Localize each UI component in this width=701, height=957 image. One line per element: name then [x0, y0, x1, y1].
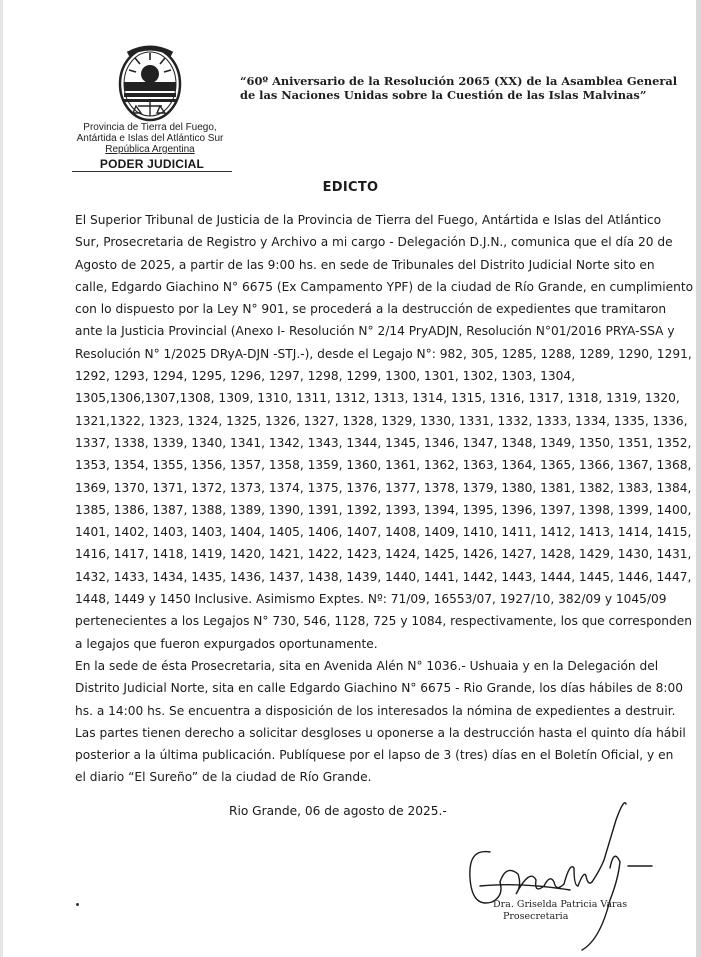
body-line: 1369, 1370, 1371, 1372, 1373, 1374, 1375, 1376, 1377, 1378, 1379, 1380, 1381, 1382, 1383, 1384,	[75, 480, 692, 495]
body-line: 1353, 1354, 1355, 1356, 1357, 1358, 1359, 1360, 1361, 1362, 1363, 1364, 1365, 1366, 1367, 1368,	[75, 458, 692, 473]
body-line: 1416, 1417, 1418, 1419, 1420, 1421, 1422, 1423, 1424, 1425, 1426, 1427, 1428, 1429, 1430, 1431,	[75, 547, 692, 562]
body-line: Agosto de 2025, a partir de las 9:00 hs. en sede de Tribunales del Distrito Judicial Norte sito en	[75, 257, 655, 272]
document-title: EDICTO	[322, 180, 379, 195]
body-line: con lo dispuesto por la Ley N° 901, se procederá a la destrucción de expedientes que tramitaron	[75, 302, 667, 317]
anniversary-motto	[240, 74, 678, 102]
body-line: Resolución N° 1/2025 DRyA-DJN -STJ.-), desde el Legajo N°: 982, 305, 1285, 1288, 1289, 1290, 1291,	[75, 346, 692, 361]
body-line: 1385, 1386, 1387, 1388, 1389, 1390, 1391, 1392, 1393, 1394, 1395, 1396, 1397, 1398, 1399, 1400,	[75, 502, 692, 517]
org-region: Antártida e Islas del Atlántico Sur	[76, 133, 224, 144]
body-line: En la sede de ésta Prosecretaria, sita en Avenida Alén N° 1036.- Ushuaia y en la Delegación del	[75, 658, 659, 673]
body-line: calle, Edgardo Giachino N° 6675 (Ex Campamento YPF) de la ciudad de Río Grande, en cumplimiento	[75, 279, 694, 294]
body-line: 1305,1306,1307,1308, 1309, 1310, 1311, 1312, 1313, 1314, 1315, 1316, 1317, 1318, 1319, 1320,	[75, 391, 680, 406]
motto-line: “60º Aniversario de la Resolución 2065 (XX) de la Asamblea General	[240, 74, 678, 88]
body-line: pertenecientes a los Legajos N° 730, 546, 1128, 725 y 1084, respectivamente, los que corresponden	[75, 614, 692, 629]
scan-edge-left	[0, 0, 3, 957]
provincial-seal-icon	[112, 40, 188, 124]
organization-block	[60, 122, 240, 155]
body-line: 1401, 1402, 1403, 1403, 1404, 1405, 1406, 1407, 1408, 1409, 1410, 1411, 1412, 1413, 1414, 1415,	[75, 525, 692, 540]
body-line: hs. a 14:00 hs. Se encuentra a disposición de los interesados la nómina de expedientes a destruir.	[75, 703, 676, 718]
body-line: el diario “El Sureño” de la ciudad de Río Grande.	[75, 770, 372, 785]
body-line: 1432, 1433, 1434, 1435, 1436, 1437, 1438, 1439, 1440, 1441, 1442, 1443, 1444, 1445, 1446, 1447,	[75, 569, 692, 584]
body-line: 1448, 1449 y 1450 Inclusive. Asimismo Exptes. Nº: 71/09, 16553/07, 1927/10, 382/09 y 1045/09	[75, 592, 667, 607]
body-line: Sur, Prosecretaria de Registro y Archivo a mi cargo - Delegación D.J.N., comunica que el día 20 de	[75, 235, 673, 250]
body-line: 1337, 1338, 1339, 1340, 1341, 1342, 1343, 1344, 1345, 1346, 1347, 1348, 1349, 1350, 1351, 1352,	[75, 435, 692, 450]
motto-line: de las Naciones Unidas sobre la Cuestión de las Islas Malvinas”	[240, 87, 647, 102]
institution-name: PODER JUDICIAL	[99, 157, 205, 171]
body-line: 1321,1322, 1323, 1324, 1325, 1326, 1327, 1328, 1329, 1330, 1331, 1332, 1333, 1334, 1335, 1336,	[75, 413, 688, 428]
signatory-role: Prosecretaria	[503, 911, 569, 922]
body-line: Las partes tienen derecho a solicitar desgloses u oponerse a la destrucción hasta el quinto día hábil	[75, 725, 686, 740]
body-line: a legajos que fueron expurgados oportunamente.	[75, 636, 378, 651]
org-country: República Argentina	[105, 144, 195, 155]
scan-edge-right	[696, 0, 701, 957]
place-and-date: Rio Grande, 06 de agosto de 2025.-	[229, 804, 447, 818]
body-line: Distrito Judicial Norte, sita en calle Edgardo Giachino N° 6675 - Rio Grande, los días hábiles de 8:00	[75, 681, 684, 696]
edict-body	[75, 209, 694, 789]
org-province: Provincia de Tierra del Fuego,	[83, 122, 217, 133]
handwritten-signature	[460, 790, 660, 955]
body-line: El Superior Tribunal de Justicia de la Provincia de Tierra del Fuego, Antártida e Islas del Atlántico	[75, 213, 662, 227]
body-line: posterior a la última publicación. Publíquese por el lapso de 3 (tres) días en el Boletín Oficial, y en	[75, 748, 674, 763]
scan-speck	[76, 903, 79, 906]
signatory-name: Dra. Griselda Patricia Varas	[493, 899, 628, 910]
body-line: 1292, 1293, 1294, 1295, 1296, 1297, 1298, 1299, 1300, 1301, 1302, 1303, 1304,	[75, 369, 576, 384]
body-line: ante la Justicia Provincial (Anexo I- Resolución N° 2/14 PryADJN, Resolución N°01/2016 PRYA-SSA y	[75, 324, 675, 339]
institution-underline	[72, 171, 232, 172]
